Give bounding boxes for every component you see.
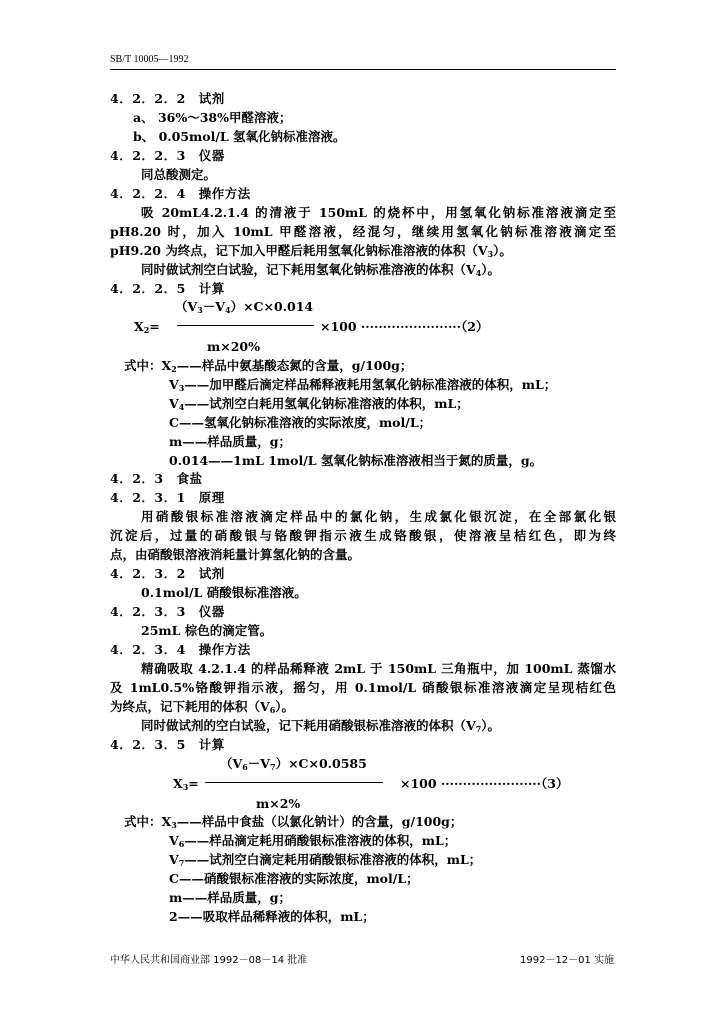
formula-2-rhs: ×100 ·······················（2） <box>320 319 489 334</box>
formula-2-denominator: m×20% <box>207 339 260 354</box>
principle-line-1: 用硝酸银标准溶液滴定样品中的氯化钠，生成氯化银沉淀，在全部氯化银 <box>141 509 616 524</box>
formula-3-denominator: m×2% <box>256 796 301 811</box>
section-4-2-3-5-heading: 4．2．3．5 计算 <box>110 737 225 752</box>
definition-x2: 式中：$X_2——$样品中氨基酸态氮的含量，g/100g； <box>124 358 413 374</box>
salt-procedure-line-3: 为终点，记下耗用的体积$(V_6)$。 <box>110 699 295 715</box>
procedure-line-2: pH8.20 时，加入 10mL 甲醛溶液，经混匀，继续用氢氧化钠标准溶液滴定至 <box>110 224 616 239</box>
section-4-2-3-heading: 4．2．3 食盐 <box>110 471 203 486</box>
definition-m-salt: m——样品质量，g； <box>169 890 291 905</box>
section-4-2-3-3-heading: 4．2．3．3 仪器 <box>110 604 225 619</box>
principle-line-3: 点，由硝酸银溶液消耗量计算氢化钠的含量。 <box>110 547 361 562</box>
definition-v6: $V_6——$样品滴定耗用硝酸银标准溶液的体积，mL； <box>169 833 457 849</box>
salt-procedure-line-2: 及 1mL0.5%铬酸钾指示液，摇匀，用 0.1mol/L 硝酸银标准溶液滴定呈现桔红色 <box>110 680 616 695</box>
definition-m: m——样品质量，g； <box>169 434 291 449</box>
formula-2-lhs: $X_2=$ <box>134 319 160 335</box>
formula-3-rhs: ×100 ·······················（3） <box>400 776 569 791</box>
definition-dilution-volume: 2——吸取样品稀释液的体积，mL； <box>169 909 375 924</box>
definition-constant: 0.014——1mL 1mol/L 氢氧化钠标准溶液相当于氮的质量，g。 <box>169 453 543 468</box>
formula-2-numerator: $(V_3-V_4)\times C\times 0.014$ <box>175 299 314 315</box>
procedure-line-3: pH9.20 为终点，记下加入甲醛后耗用氢氧化钠标准溶液的体积$(V_3)$。 <box>110 243 512 259</box>
formula-3-fraction-bar <box>205 782 383 783</box>
section-4-2-3-1-heading: 4．2．3．1 原理 <box>110 490 225 505</box>
footer-approval: 中华人民共和国商业部 1992－08－14 批准 <box>110 955 308 966</box>
instrument-burette: 25mL 棕色的滴定管。 <box>141 623 273 638</box>
definition-v3: $V_3——$加甲醛后滴定样品稀释液耗用氢氧化钠标准溶液的体积，mL； <box>169 377 557 393</box>
principle-line-2: 沉淀后，过量的硝酸银与铬酸钾指示液生成铬酸银，使溶液呈桔红色，即为终 <box>110 528 616 543</box>
section-4-2-2-4-heading: 4．2．2．4 操作方法 <box>110 186 251 201</box>
definition-v4: $V_4——$试剂空白耗用氢氧化钠标准溶液的体积，mL； <box>169 396 469 412</box>
salt-procedure-line-1: 精确吸取 4.2.1.4 的样品稀释液 2mL 于 150mL 三角瓶中，加 100mL 蒸馏水 <box>141 661 616 676</box>
definition-x3: 式中：$X_3——$样品中食盐（以氯化钠计）的含量，g/100g； <box>124 814 463 830</box>
footer-implementation: 1992－12－01 实施 <box>520 955 615 966</box>
blank-test-line: 同时做试剂空白试验，记下耗用氢氧化钠标准溶液的体积$(V_4)$。 <box>141 262 501 278</box>
section-4-2-2-5-heading: 4．2．2．5 计算 <box>110 281 225 296</box>
reagent-a: a、 36%～38%甲醛溶液； <box>133 110 292 125</box>
definition-v7: $V_7——$试剂空白滴定耗用硝酸银标准溶液的体积，mL； <box>169 852 482 868</box>
section-4-2-2-3-heading: 4．2．2．3 仪器 <box>110 148 225 163</box>
formula-3-numerator: $(V_6-V_7)\times C\times 0.0585$ <box>220 756 367 772</box>
reagent-silver-nitrate: 0.1mol/L 硝酸银标准溶液。 <box>141 585 307 600</box>
definition-c: C——氢氧化钠标准溶液的实际浓度，mol/L； <box>169 415 432 430</box>
section-4-2-3-2-heading: 4．2．3．2 试剂 <box>110 566 225 581</box>
header-divider <box>110 69 616 70</box>
standard-code-header: SB/T 10005—1992 <box>110 54 189 65</box>
formula-3-lhs: $X_3=$ <box>173 776 199 792</box>
salt-blank-test-line: 同时做试剂的空白试验，记下耗用硝酸银标准溶液的体积$(V_7)$。 <box>141 718 501 734</box>
procedure-line-1: 吸 20mL4.2.1.4 的清液于 150mL 的烧杯中，用氢氧化钠标准溶液滴定至 <box>141 205 616 220</box>
section-4-2-3-4-heading: 4．2．3．4 操作方法 <box>110 642 251 657</box>
formula-2-fraction-bar <box>177 325 314 326</box>
reagent-b: b、 0.05mol/L 氢氧化钠标准溶液。 <box>133 129 346 144</box>
definition-c-silver: C——硝酸银标准溶液的实际浓度，mol/L； <box>169 871 419 886</box>
instrument-text: 同总酸测定。 <box>141 167 217 182</box>
section-4-2-2-2-heading: 4．2．2．2 试剂 <box>110 91 225 106</box>
